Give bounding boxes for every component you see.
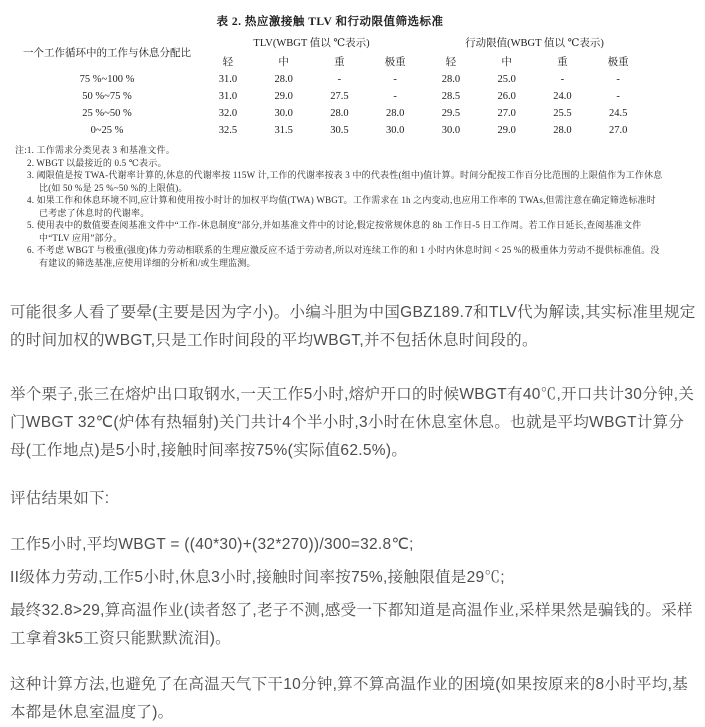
cell: 29.5	[441, 108, 461, 119]
paragraph: 这种计算方法,也避免了在高温天气下干10分钟,算不算高温作业的困境(如果按原来的8小时平均,基本都是休息室温度了)。	[10, 676, 689, 721]
cell: 27.5	[330, 91, 349, 102]
cell: -	[616, 91, 620, 102]
cell: 28.5	[441, 91, 461, 102]
sub-header: 极重	[384, 57, 406, 68]
cell: -	[337, 74, 342, 85]
cell: 31.5	[274, 125, 293, 136]
table-notes	[15, 144, 663, 269]
cell: 30.0	[274, 108, 293, 119]
tlv-table-figure	[0, 0, 705, 269]
cell: 24.0	[553, 91, 572, 102]
cell: 25.5	[553, 108, 572, 119]
group-header-tlv: TLV(WBGT 值以 ℃表示)	[253, 38, 370, 49]
cell: 28.0	[553, 125, 572, 136]
heat-stress-tlv-table	[14, 33, 646, 139]
sub-header: 轻	[445, 57, 457, 68]
cell: 29.0	[497, 125, 516, 136]
cell: 31.0	[218, 74, 238, 85]
paragraph: 最终32.8>29,算高温作业(读者怒了,老子不测,感受一下都知道是高温作业,采样果然是骗钱的。采样工拿着3k5工资只能默默流泪)。	[10, 602, 693, 647]
table-note: 2. WBGT 以最接近的 0.5 ℃表示。	[27, 157, 167, 168]
paragraph: II级体力劳动,工作5小时,休息3小时,接触时间率按75%,接触限值是29℃;	[10, 569, 505, 586]
cell: 30.0	[441, 125, 461, 136]
cell: -	[393, 91, 397, 102]
row-header-cell: 一个工作循环中的工作与休息分配比	[23, 47, 191, 59]
row-label: 25 %~50 %	[82, 108, 132, 119]
cell: -	[616, 74, 620, 85]
cell: 28.0	[330, 108, 349, 119]
table-row	[14, 71, 646, 88]
paragraph: 评估结果如下:	[10, 490, 110, 507]
cell: 28.0	[385, 108, 405, 119]
cell: 28.0	[274, 74, 293, 85]
sub-header: 中	[278, 57, 289, 68]
table-note: 3. 阈限值是按 TWA-代谢率计算的,休息的代谢率按 115W 计,工作的代谢率按表 3 中的代表性(组中)值计算。时间分配按工作百分比范围的上限值作为工作休息比(如 50 %是 25 %~50 %的上限值)。	[27, 170, 663, 193]
cell: -	[393, 74, 397, 85]
cell: 27.0	[608, 125, 628, 136]
table-title: 表 2. 热应激接触 TLV 和行动限值筛选标准	[216, 16, 444, 28]
row-label: 0~25 %	[90, 125, 124, 136]
cell: -	[560, 74, 565, 85]
cell: 28.0	[441, 74, 461, 85]
article-body	[10, 299, 697, 727]
sub-header: 轻	[222, 57, 234, 68]
cell: 24.5	[608, 108, 628, 119]
paragraph: 举个栗子,张三在熔炉出口取钢水,一天工作5小时,熔炉开口的时候WBGT有40℃,开口共计30分钟,关门WBGT 32℃(炉体有热辐射)关门共计4个半小时,3小时在休息室休息。也就是平均WBGT计算分母(工作地点)是5小时,接触时间率按75%(实际值62.5%)。	[10, 386, 695, 459]
table-group-header-row	[14, 33, 646, 52]
group-header-action-limit: 行动限值(WBGT 值以 ℃表示)	[465, 38, 604, 49]
paragraph-formula: 工作5小时,平均WBGT = ((40*30)+(32*270))/300=32.8℃;	[10, 536, 414, 553]
table-row	[14, 122, 646, 139]
table-note: 6. 不考虑 WBGT 与极重(强度)体力劳动相联系的生理应激反应不适于劳动者,所以对连续工作的和 1 小时内休息时间 < 25 %的极重体力劳动不提供标准值。没有建议的筛选基准,应使用详细的分析和/或生理监测。	[27, 245, 660, 268]
sub-header: 重	[557, 57, 568, 68]
row-label: 75 %~100 %	[79, 74, 135, 85]
table-row	[14, 88, 646, 105]
cell: 31.0	[218, 91, 238, 102]
sub-header: 重	[334, 57, 345, 68]
cell: 30.5	[330, 125, 349, 136]
cell: 32.5	[218, 125, 238, 136]
cell: 32.0	[218, 108, 238, 119]
table-note: 4. 如果工作和休息环境不同,应计算和使用按小时计的加权平均值(TWA) WBGT。工作需求在 1h 之内变动,也应用工作率的 TWAs,但需注意在确定筛选标准时已考虑了休息时的代谢率。	[27, 195, 656, 218]
paragraph: 可能很多人看了要晕(主要是因为字小)。小编斗胆为中国GBZ189.7和TLV代为解读,其实标准里规定的时间加权的WBGT,只是工作时间段的平均WBGT,并不包括休息时间段的。	[10, 304, 696, 349]
cell: 26.0	[497, 91, 516, 102]
table-note: 5. 使用表中的数值要查阅基准文件中“工作-休息制度”部分,并如基准文件中的讨论,假定按常规休息的 8h 工作日-5 日工作周。若工作日延长,查阅基准文件中“TLV 应用”部分。	[27, 220, 642, 243]
cell: 25.0	[497, 74, 516, 85]
row-label: 50 %~75 %	[82, 91, 132, 102]
table-row	[14, 105, 646, 122]
cell: 30.0	[385, 125, 405, 136]
sub-header: 极重	[607, 57, 629, 68]
cell: 27.0	[497, 108, 516, 119]
table-note: 注:1. 工作需求分类见表 3 和基准文件。	[15, 145, 175, 155]
sub-header: 中	[501, 57, 512, 68]
cell: 29.0	[274, 91, 293, 102]
